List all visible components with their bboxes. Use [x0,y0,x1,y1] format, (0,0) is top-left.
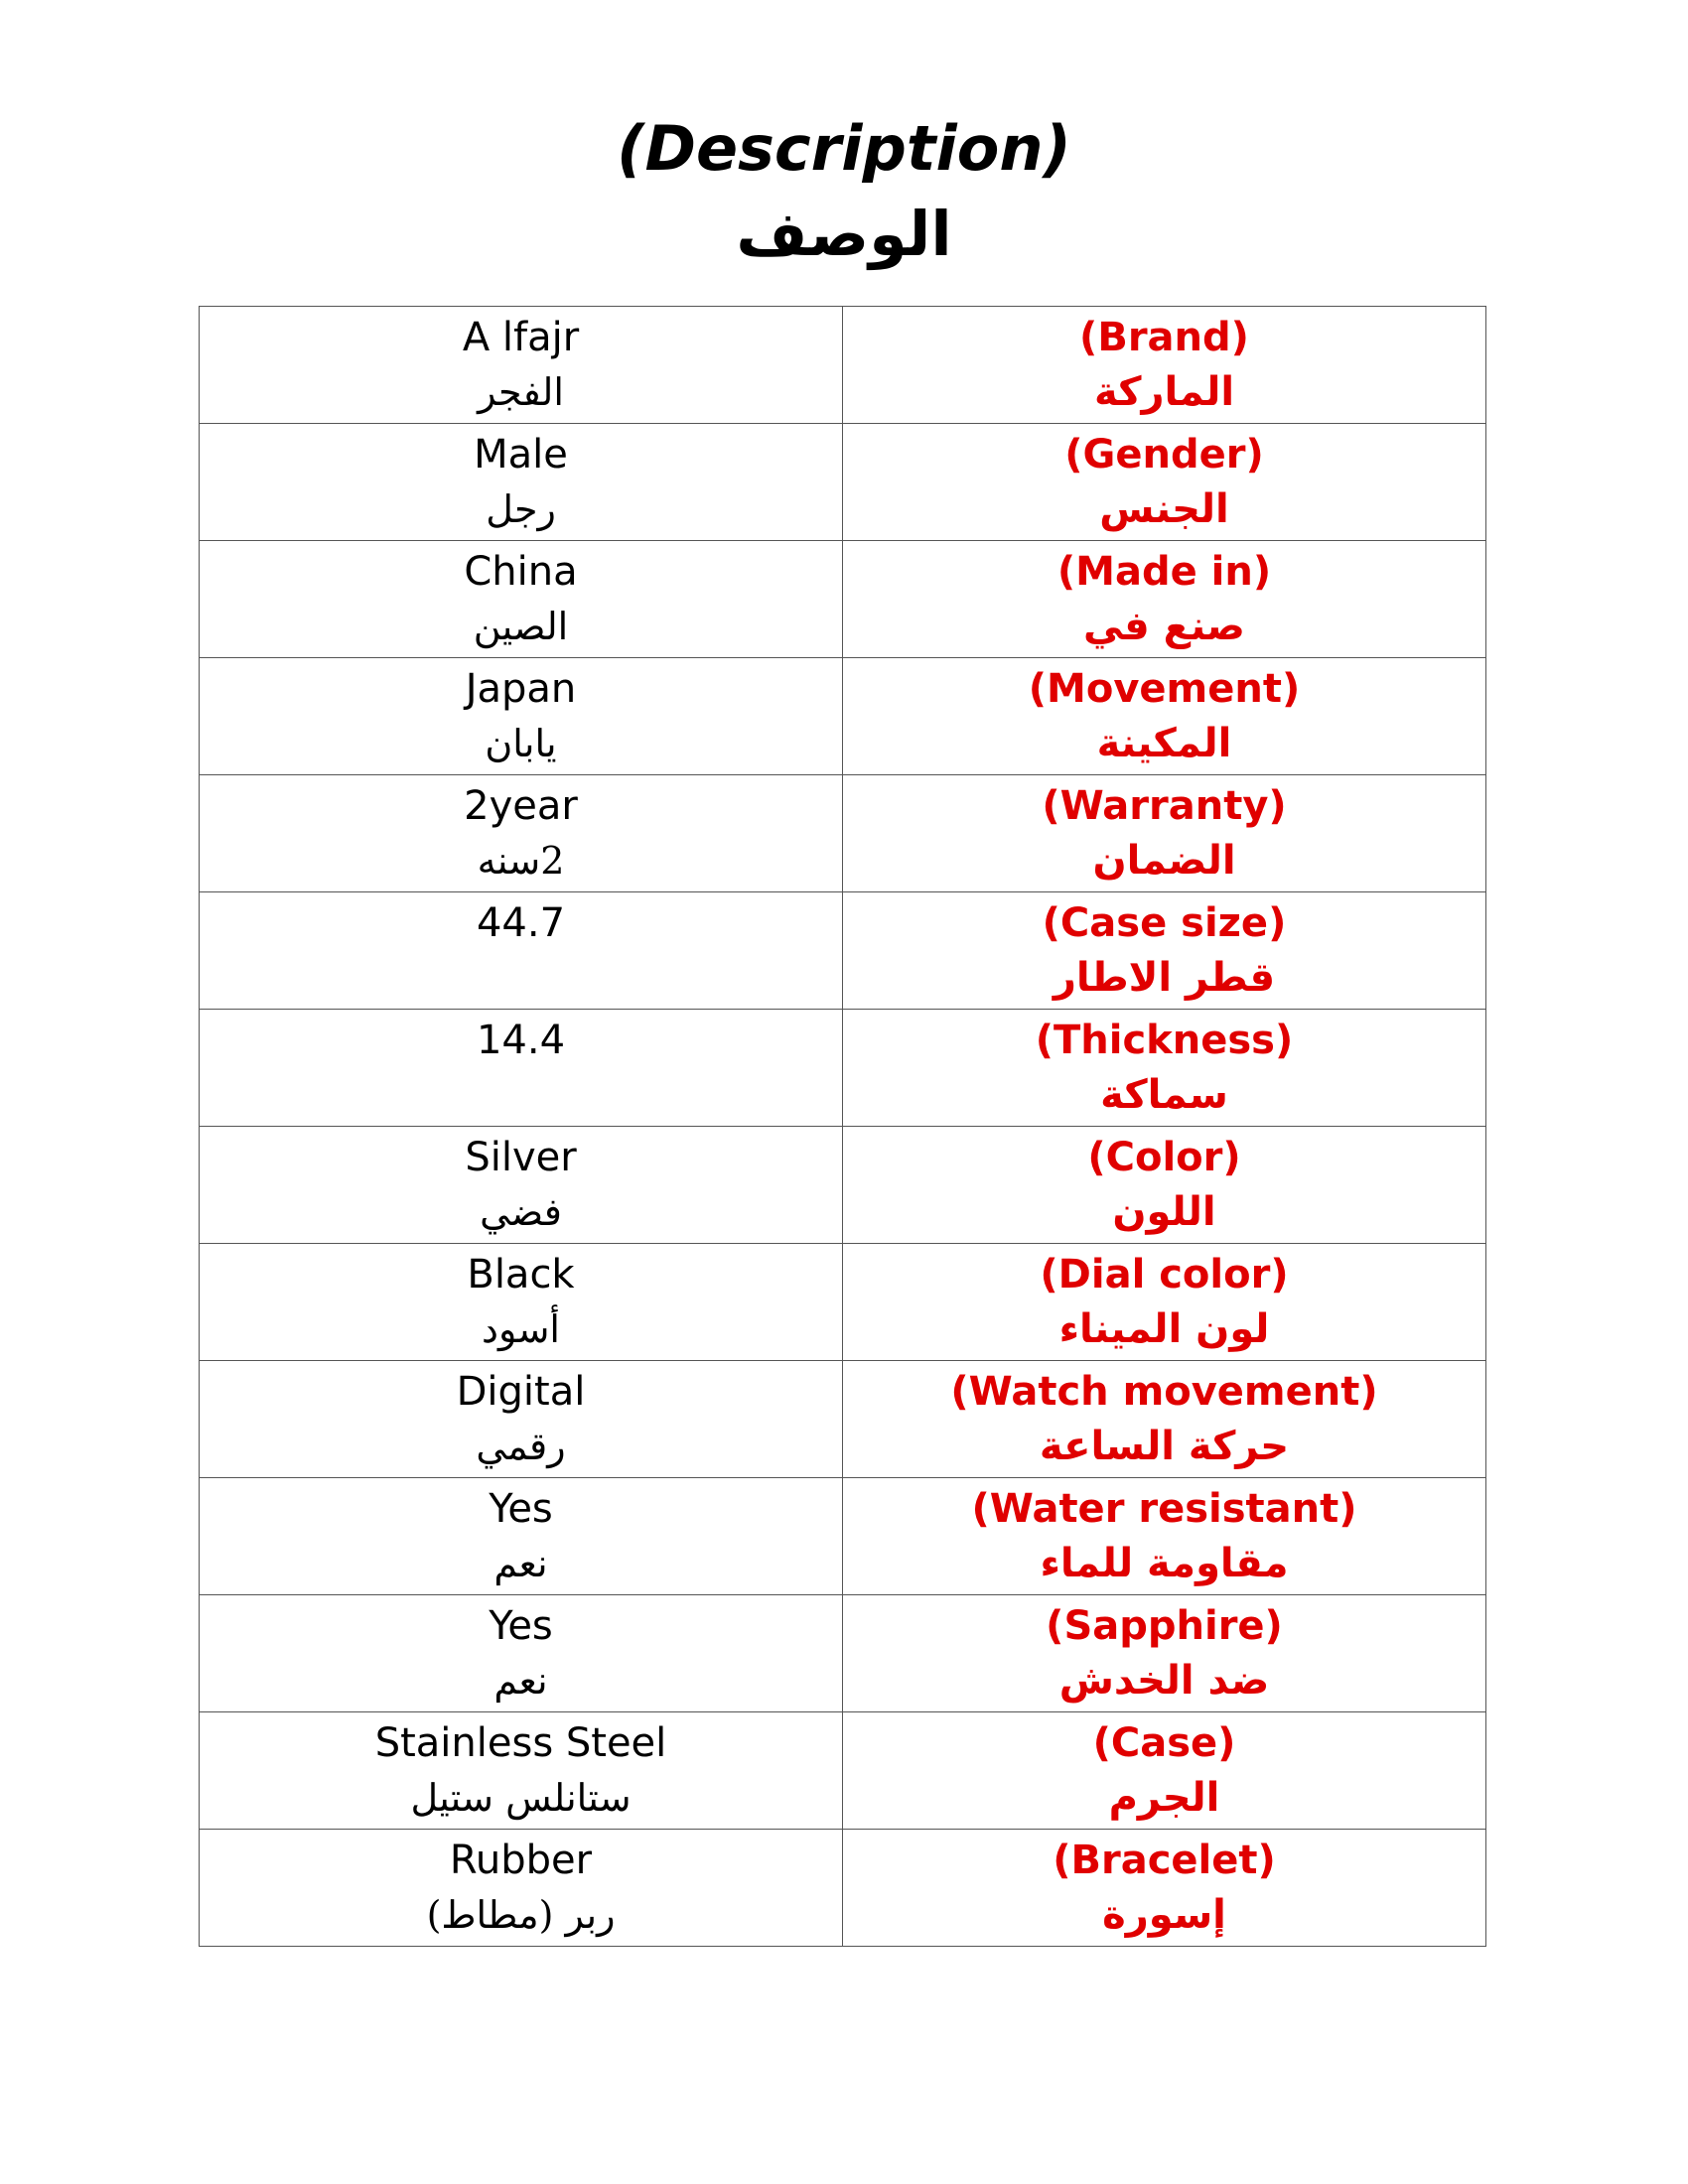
attribute-label-arabic: مقاومة للماء [1040,1541,1289,1586]
value-arabic: رقمي [476,1425,566,1468]
attribute-cell [843,892,1486,1010]
attribute-cell [843,658,1486,775]
attribute-cell [843,1127,1486,1244]
attribute-label-english: (Watch movement) [950,1369,1378,1415]
attribute-label-arabic: المكينة [1096,721,1232,766]
value-cell [200,892,843,1010]
attribute-label-arabic: إسورة [1102,1892,1226,1938]
value-arabic: 2سنه [477,839,565,883]
page-title: (Description) [617,112,1071,185]
value-english: Rubber [449,1838,593,1883]
table-row [200,307,1486,424]
attribute-label-arabic: الضمان [1092,838,1236,884]
table-row [200,1478,1486,1595]
attribute-label-english: (Case) [1092,1720,1236,1766]
value-arabic: أسود [482,1307,560,1351]
value-cell [200,1712,843,1830]
value-arabic [200,1068,842,1123]
attribute-label-arabic: لون الميناء [1058,1306,1270,1352]
attribute-label-arabic: صنع في [1083,604,1245,649]
value-arabic: نعم [493,1659,548,1703]
attribute-label-english: (Thickness) [1035,1018,1294,1063]
attribute-label-arabic: حركة الساعة [1039,1424,1290,1469]
attribute-label-english: (Made in) [1056,549,1272,595]
value-english: 14.4 [476,1018,566,1063]
value-english: Yes [489,1603,553,1649]
attribute-cell [843,1010,1486,1127]
attribute-cell [843,541,1486,658]
attribute-label-arabic: الجرم [1108,1775,1220,1821]
value-cell [200,541,843,658]
value-arabic: ربر (مطاط) [426,1893,616,1937]
value-arabic: يابان [485,722,557,765]
value-english: Black [467,1252,575,1297]
table-row [200,1595,1486,1712]
attribute-label-english: (Brand) [1079,315,1249,360]
table-row [200,775,1486,892]
value-cell [200,658,843,775]
table-row [200,892,1486,1010]
description-table [199,306,1486,1947]
value-cell [200,1361,843,1478]
value-english: 44.7 [476,900,566,946]
attribute-label-arabic: الماركة [1093,369,1235,415]
value-english: China [464,549,578,595]
table-row [200,1244,1486,1361]
value-cell [200,1244,843,1361]
table-row [200,658,1486,775]
value-cell [200,1127,843,1244]
value-english: Stainless Steel [374,1720,667,1766]
attribute-label-english: (Dial color) [1040,1252,1289,1297]
attribute-label-english: (Water resistant) [971,1486,1357,1532]
value-english: Male [474,432,568,478]
attribute-cell [843,775,1486,892]
attribute-cell [843,424,1486,541]
attribute-label-arabic: سماكة [1100,1072,1228,1118]
value-cell [200,424,843,541]
value-cell [200,775,843,892]
table-row [200,541,1486,658]
table-row [200,1712,1486,1830]
attribute-label-arabic: ضد الخدش [1058,1658,1270,1704]
value-arabic [200,951,842,1006]
value-english: Japan [465,666,577,712]
value-english: A lfajr [462,315,580,360]
table-row [200,1361,1486,1478]
value-arabic: الفجر [478,370,564,414]
table-row [200,1830,1486,1947]
attribute-label-english: (Gender) [1064,432,1264,478]
value-cell [200,1478,843,1595]
attribute-cell [843,1830,1486,1947]
attribute-label-english: (Bracelet) [1053,1838,1276,1883]
attribute-cell [843,307,1486,424]
table-row [200,424,1486,541]
value-cell [200,307,843,424]
attribute-label-english: (Movement) [1028,666,1301,712]
attribute-cell [843,1361,1486,1478]
table-row [200,1127,1486,1244]
attribute-label-english: (Color) [1087,1135,1241,1180]
value-arabic: الصين [473,605,569,648]
value-english: Yes [489,1486,553,1532]
table-row [200,1010,1486,1127]
attribute-cell [843,1244,1486,1361]
value-arabic: رجل [486,487,556,531]
value-arabic: ستانلس ستيل [410,1776,632,1820]
attribute-label-arabic: الجنس [1099,486,1229,532]
value-arabic: فضي [480,1190,562,1234]
value-english: Digital [456,1369,586,1415]
page-title-arabic: الوصف [736,198,952,270]
value-cell [200,1010,843,1127]
value-cell [200,1830,843,1947]
attribute-label-english: (Case size) [1042,900,1287,946]
attribute-label-english: (Warranty) [1042,783,1287,829]
value-arabic: نعم [493,1542,548,1585]
value-english: 2year [464,783,578,829]
value-english: Silver [465,1135,577,1180]
attribute-label-english: (Sapphire) [1046,1603,1283,1649]
attribute-cell [843,1595,1486,1712]
attribute-cell [843,1712,1486,1830]
attribute-cell [843,1478,1486,1595]
value-cell [200,1595,843,1712]
attribute-label-arabic: قطر الاطار [1053,955,1276,1001]
attribute-label-arabic: اللون [1112,1189,1216,1235]
